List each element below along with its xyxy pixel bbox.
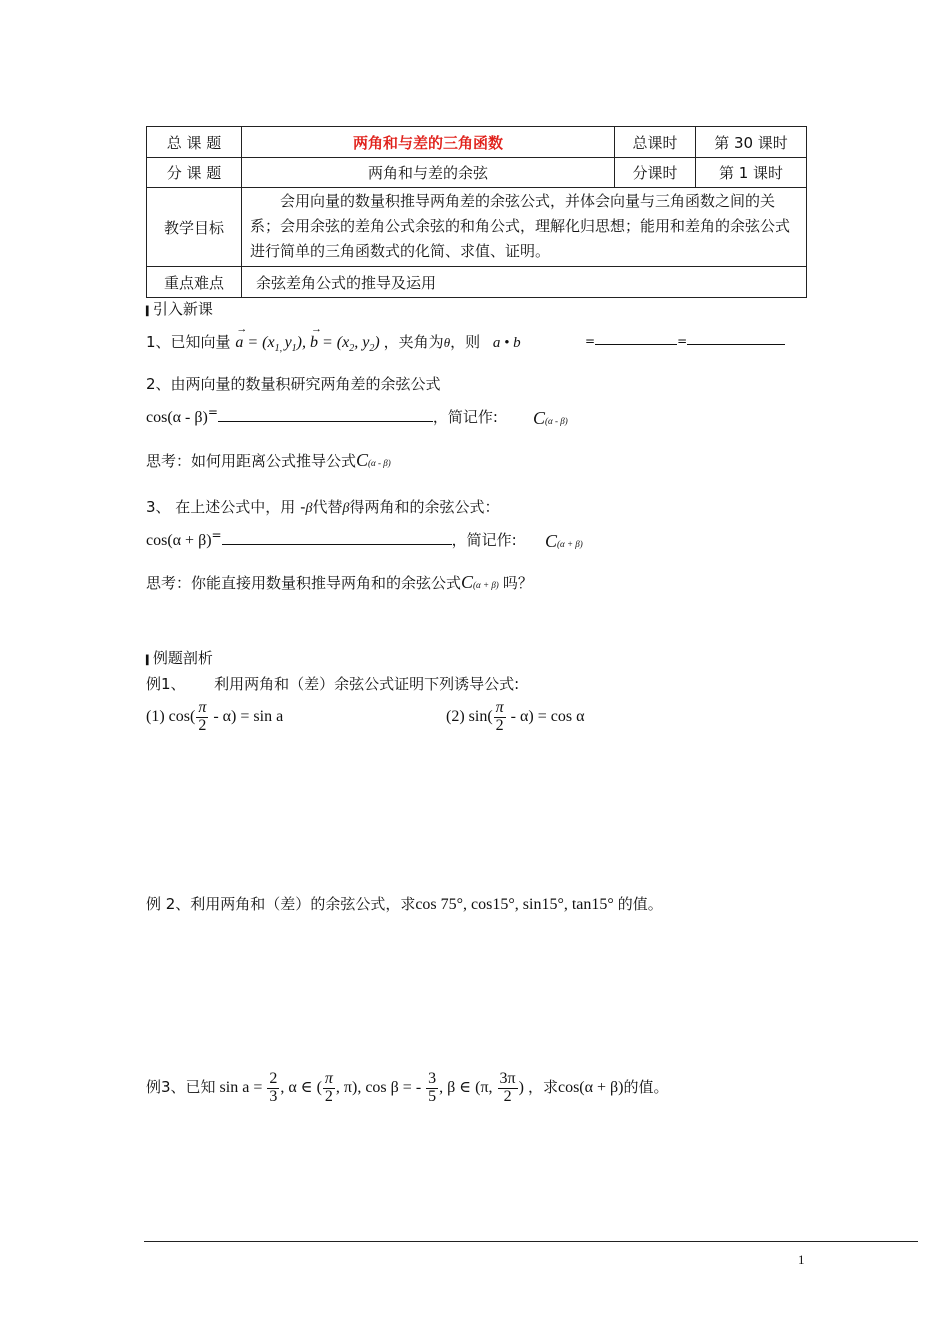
example-2: 例 2、利用两角和（差）的余弦公式，求cos 75°, cos15°, sin15°, tan15° 的值。 [146,895,663,913]
section-intro-heading: ▍引入新课 [146,300,213,318]
goals-text: 会用向量的数量积推导两角差的余弦公式，并体会向量与三角函数之间的关系；会用余弦的差角公式余弦的和角公式，理解化归思想；能用和差角的余弦公式进行简单的三角函数式的化简、求值、证明。 [242,188,807,267]
answer-blank[interactable] [222,544,452,545]
answer-blank[interactable] [687,344,785,345]
total-topic-label: 总 课 题 [147,127,242,158]
question-2-text: 2、由两向量的数量积研究两角差的余弦公式 [146,375,441,393]
think-2: 思考：你能直接用数量积推导两角和的余弦公式C(α + β) 吗？ [146,572,533,592]
sub-hours-label: 分课时 [615,158,696,188]
c-alpha-minus-beta: C(α - β) [533,408,568,428]
question-1-blanks: = = [585,331,785,349]
question-3-formula: cos(α + β)= ，简记作: [146,528,517,549]
question-1: 1、已知向量 a → = ($x_{1,}$ $y_1$), b → = ($x_2$, $y_2$) ，夹角为θ，则 a • b [146,323,521,354]
footer-rule [144,1241,918,1242]
answer-blank[interactable] [218,421,433,422]
answer-blank[interactable] [595,344,677,345]
sub-hours-value: 第 1 课时 [696,158,807,188]
example-1-formula-1: (1) cos( $\frac{\pi}{2}$ - α) = sin a [146,699,284,734]
total-hours-value: 第 30 课时 [696,127,807,158]
question-2-formula: cos(α - β)= ，简记作: [146,405,498,426]
page-number: 1 [798,1252,805,1267]
c-alpha-plus-beta: C(α + β) [545,531,583,551]
lesson-title: 两角和与差的三角函数 [242,127,615,158]
vector-definition: a → = ($x_{1,}$ $y_1$), b → = ($x_2$, $y_2$) [235,323,384,354]
example-1-formula-2: (2) sin( $\frac{\pi}{2}$ - α) = cos α [446,699,585,734]
example-3: 例3、已知 sin a = $\frac{2}{3}$ , α ∈ ( $\frac{\pi}{2}$ , π), cos β = - $\frac{3}{5}$ , β ∈ (π, $\frac{3\pi}{2}$ ) ，求cos(α + β)的值。 [146,1070,669,1105]
section-examples-heading: ▍例题剖析 [146,649,213,667]
sub-topic-label: 分 课 题 [147,158,242,188]
think-1: 思考：如何用距离公式推导公式C(α - β) [146,450,391,470]
key-points-label: 重点难点 [147,267,242,298]
lesson-header-table [146,126,807,298]
example-1-text: 例1、 利用两角和（差）余弦公式证明下列诱导公式: [146,675,520,693]
goals-label: 教学目标 [147,188,242,267]
key-points-text: 余弦差角公式的推导及运用 [242,267,807,298]
total-hours-label: 总课时 [615,127,696,158]
question-3-text: 3、 在上述公式中，用 -β代替β得两角和的余弦公式： [146,498,500,516]
sub-topic-title: 两角和与差的余弦 [242,158,615,188]
